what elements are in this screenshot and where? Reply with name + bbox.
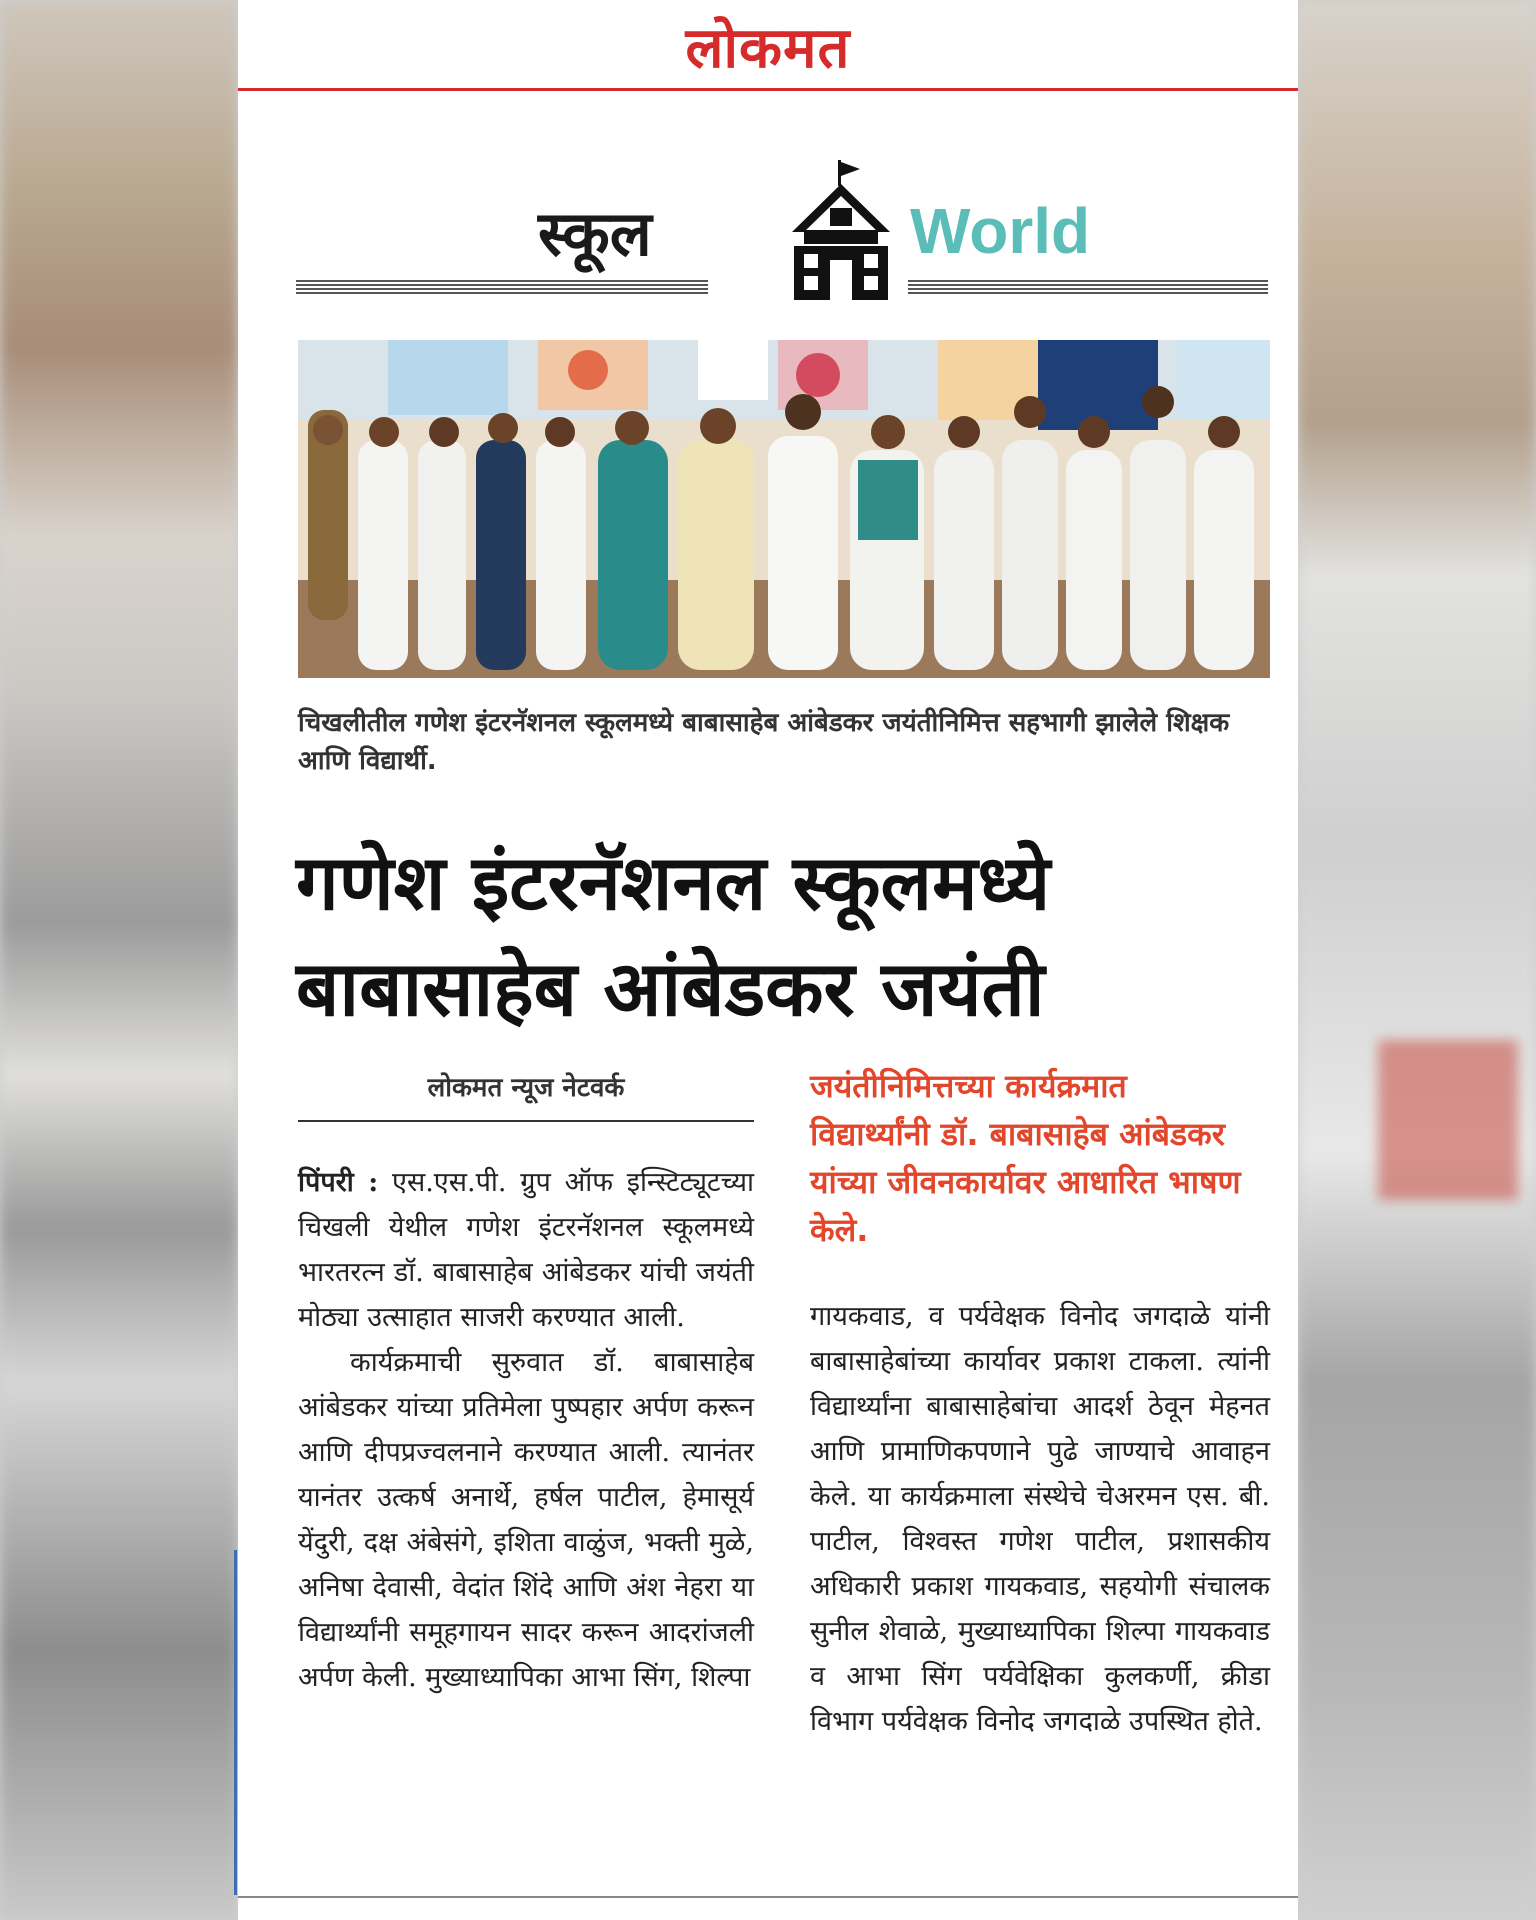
pull-quote: जयंतीनिमित्तच्या कार्यक्रमात विद्यार्थ्यांनी डॉ. बाबासाहेब आंबेडकर यांच्या जीवनकार्यावर आधारित भाषण केले.	[810, 1067, 1241, 1249]
margin-mark	[234, 1550, 237, 1895]
group-photo	[298, 340, 1270, 678]
photo-caption: चिखलीतील गणेश इंटरनॅशनल स्कूलमध्ये बाबासाहेब आंबेडकर जयंतीनिमित्त सहभागी झालेले शिक्षक आणि विद्यार्थी.	[298, 708, 1230, 776]
paragraph-1-text: एस.एस.पी. ग्रुप ऑफ इन्स्टिट्यूटच्या चिखली येथील गणेश इंटरनॅशनल स्कूलमध्ये भारतरत्न डॉ. बाबासाहेब आंबेडकर यांची जयंती मोठ्या उत्साहात साजरी करण्यात आली.	[298, 1167, 754, 1333]
background-blur-left	[0, 0, 238, 1920]
section-header	[296, 150, 1268, 300]
masthead-logo: लोकमत	[685, 15, 851, 81]
section-rule-right	[908, 280, 1268, 294]
byline-rule	[298, 1120, 754, 1122]
newspaper-clipping	[238, 0, 1298, 1920]
bottom-rule	[238, 1896, 1298, 1898]
masthead	[238, 0, 1298, 92]
background-blur-right	[1298, 0, 1536, 1920]
headline	[296, 830, 1276, 1042]
article-paragraph-2: कार्यक्रमाची सुरुवात डॉ. बाबासाहेब आंबेडकर यांच्या प्रतिमेला पुष्पहार अर्पण करून आणि दीपप्रज्वलनाने करण्यात आली. त्यानंतर यानंतर उत्कर्ष अनार्थे, हर्षल पाटील, हेमासूर्य येंदुरी, दक्ष अंबेसंगे, इशिता वाळुंज, भक्ती मुळे, अनिषा देवासी, वेदांत शिंदे आणि अंश नेहरा या विद्यार्थ्यांनी समूहगायन सादर करून आदरांजली अर्पण केली. मुख्याध्यापिका आभा सिंग, शिल्पा	[298, 1347, 754, 1693]
section-title-english: World	[910, 195, 1091, 267]
byline: लोकमत न्यूज नेटवर्क	[427, 1073, 625, 1103]
masthead-rule	[238, 88, 1298, 91]
dateline: पिंपरी :	[298, 1167, 379, 1198]
headline-line-2: बाबासाहेब आंबेडकर जयंती	[296, 944, 1045, 1033]
school-building-icon	[786, 160, 896, 300]
article-paragraph-3: गायकवाड, व पर्यवेक्षक विनोद जगदाळे यांनी बाबासाहेबांच्या कार्यावर प्रकाश टाकला. त्यांनी विद्यार्थ्यांना बाबासाहेबांचा आदर्श ठेवून मेहनत आणि प्रामाणिकपणाने पुढे जाण्याचे आवाहन केले. या कार्यक्रमाला संस्थेचे चेअरमन एस. बी. पाटील, विश्वस्त गणेश पाटील, प्रशासकीय अधिकारी प्रकाश गायकवाड, सहयोगी संचालक सुनील शेवाळे, मुख्याध्यापिका शिल्पा गायकवाड व आभा सिंग पर्यवेक्षिका कुलकर्णी, क्रीडा विभाग पर्यवेक्षक विनोद जगदाळे उपस्थित होते.	[810, 1301, 1270, 1737]
section-rule-left	[296, 280, 708, 294]
article-column-2	[810, 1294, 1270, 1744]
section-title-marathi: स्कूल	[538, 197, 652, 270]
article-paragraph-1	[298, 1160, 754, 1340]
article-column-1	[298, 1160, 754, 1700]
headline-line-1: गणेश इंटरनॅशनल स्कूलमध्ये	[296, 838, 1051, 927]
